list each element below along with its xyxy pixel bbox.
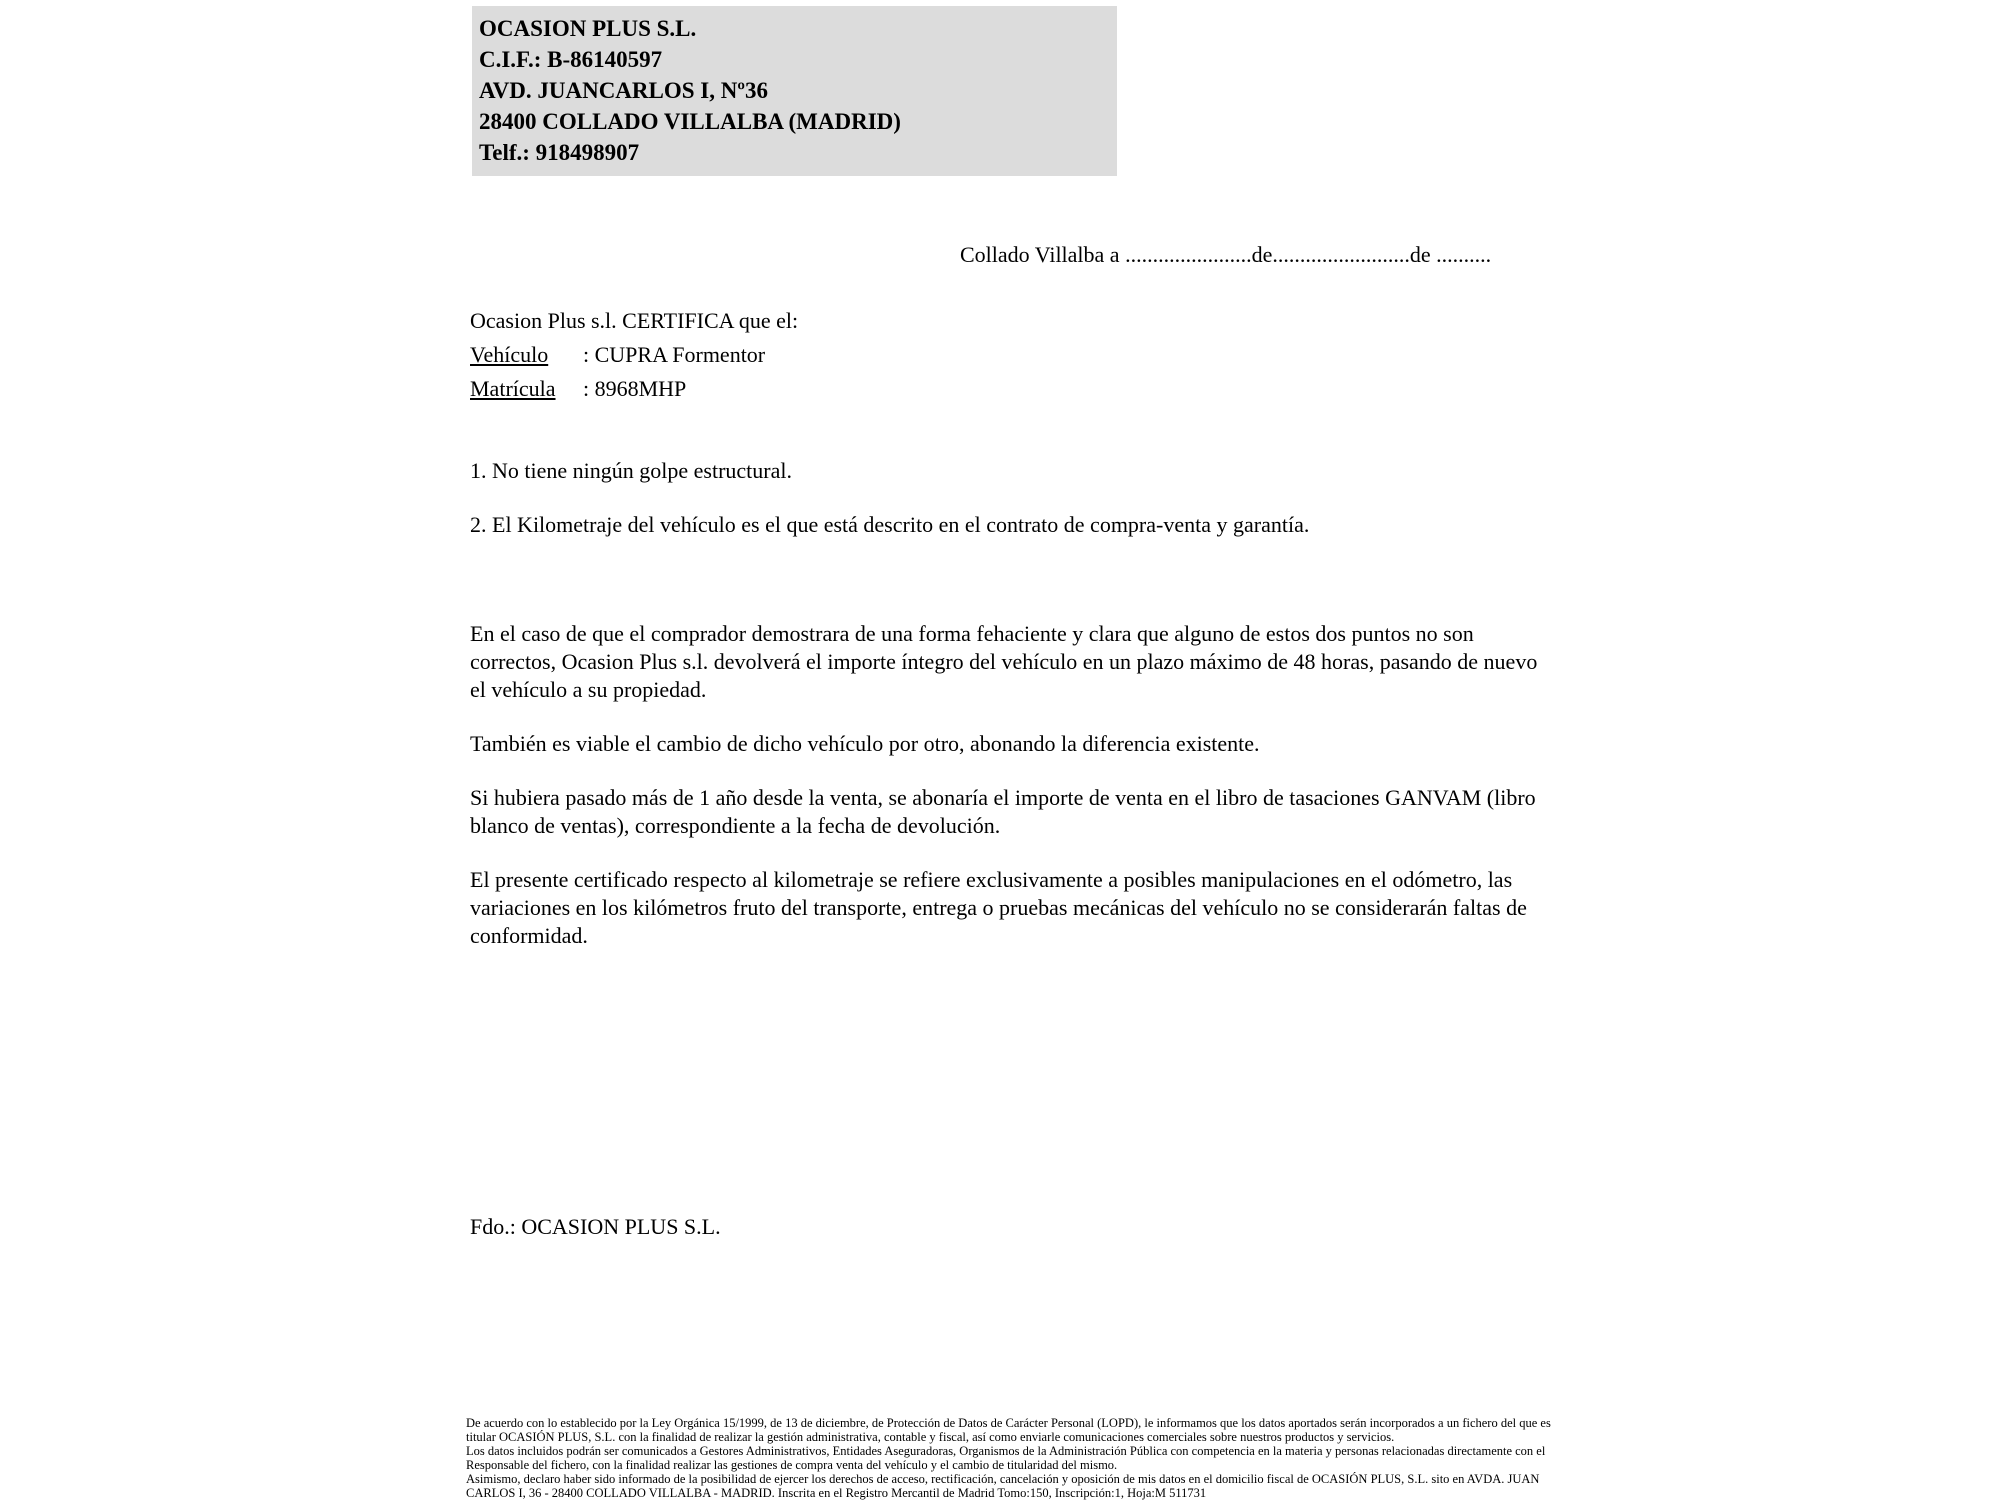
company-address: AVD. JUANCARLOS I, Nº36 (479, 78, 768, 103)
company-name: OCASION PLUS S.L. (479, 16, 697, 41)
body-paragraphs (470, 620, 1545, 976)
vehicle-label: Vehículo (470, 342, 549, 367)
plate-value: : 8968MHP (583, 376, 687, 401)
point-item: 1. No tiene ningún golpe estructural. (470, 458, 792, 483)
point-item: 2. El Kilometraje del vehículo es el que está descrito en el contrato de compra-venta y garantía. (470, 512, 1310, 537)
signature-line: Fdo.: OCASION PLUS S.L. (470, 1214, 721, 1239)
vehicle-row (470, 338, 798, 372)
company-cif: C.I.F.: B-86140597 (479, 47, 663, 72)
company-header-box (472, 6, 1117, 176)
legal-footer (466, 1416, 1558, 1500)
body-paragraph: Si hubiera pasado más de 1 año desde la venta, se abonaría el importe de venta en el libro de tasaciones GANVAM (libro blanco de ventas), correspondiente a la fecha de devolución. (470, 785, 1536, 838)
legal-footer-paragraph: Los datos incluidos podrán ser comunicados a Gestores Administrativos, Entidades Aseguradoras, Organismos de la Administración Pública con competencia en la materia y personas relacionadas directamente con el Responsable del fichero, con la finalidad realizar las gestiones de compra venta del vehículo y el cambio de titularidad del mismo. (466, 1444, 1546, 1472)
body-paragraph: También es viable el cambio de dicho vehículo por otro, abonando la diferencia existente. (470, 731, 1260, 756)
legal-footer-paragraph: De acuerdo con lo establecido por la Ley Orgánica 15/1999, de 13 de diciembre, de Protección de Datos de Carácter Personal (LOPD), le informamos que los datos aportados serán incorporados a un fichero del que es titular OCASIÓN PLUS, S.L. con la finalidad de realizar la gestión administrativa, contable y fiscal, así como enviarle comunicaciones comerciales sobre nuestros productos y servicios. (466, 1416, 1551, 1444)
company-city: 28400 COLLADO VILLALBA (MADRID) (479, 109, 901, 134)
body-paragraph: En el caso de que el comprador demostrara de una forma fehaciente y clara que alguno de estos dos puntos no son correctos, Ocasion Plus s.l. devolverá el importe íntegro del vehículo en un plazo máximo de 48 horas, pasando de nuevo el vehículo a su propiedad. (470, 621, 1538, 702)
company-phone: Telf.: 918498907 (479, 140, 640, 165)
body-paragraph: El presente certificado respecto al kilometraje se refiere exclusivamente a posibles manipulaciones en el odómetro, las variaciones en los kilómetros fruto del transporte, entrega o pruebas mecánicas del vehículo no se considerarán faltas de conformidad. (470, 867, 1527, 948)
vehicle-value: : CUPRA Formentor (583, 342, 766, 367)
plate-row (470, 372, 798, 406)
certificate-intro: Ocasion Plus s.l. CERTIFICA que el: (470, 308, 799, 333)
plate-label: Matrícula (470, 376, 556, 401)
points-list (470, 457, 1545, 565)
date-line: Collado Villalba a .......................de.........................de .......... (960, 242, 1492, 267)
certificate-block (470, 304, 798, 406)
legal-footer-paragraph: Asimismo, declaro haber sido informado de la posibilidad de ejercer los derechos de acceso, rectificación, cancelación y oposición de mis datos en el domicilio fiscal de OCASIÓN PLUS, S.L. sito en AVDA. JUAN CARLOS I, 36 - 28400 COLLADO VILLALBA - MADRID. Inscrita en el Registro Mercantil de Madrid Tomo:150, Inscripción:1, Hoja:M 511731 (466, 1472, 1540, 1500)
